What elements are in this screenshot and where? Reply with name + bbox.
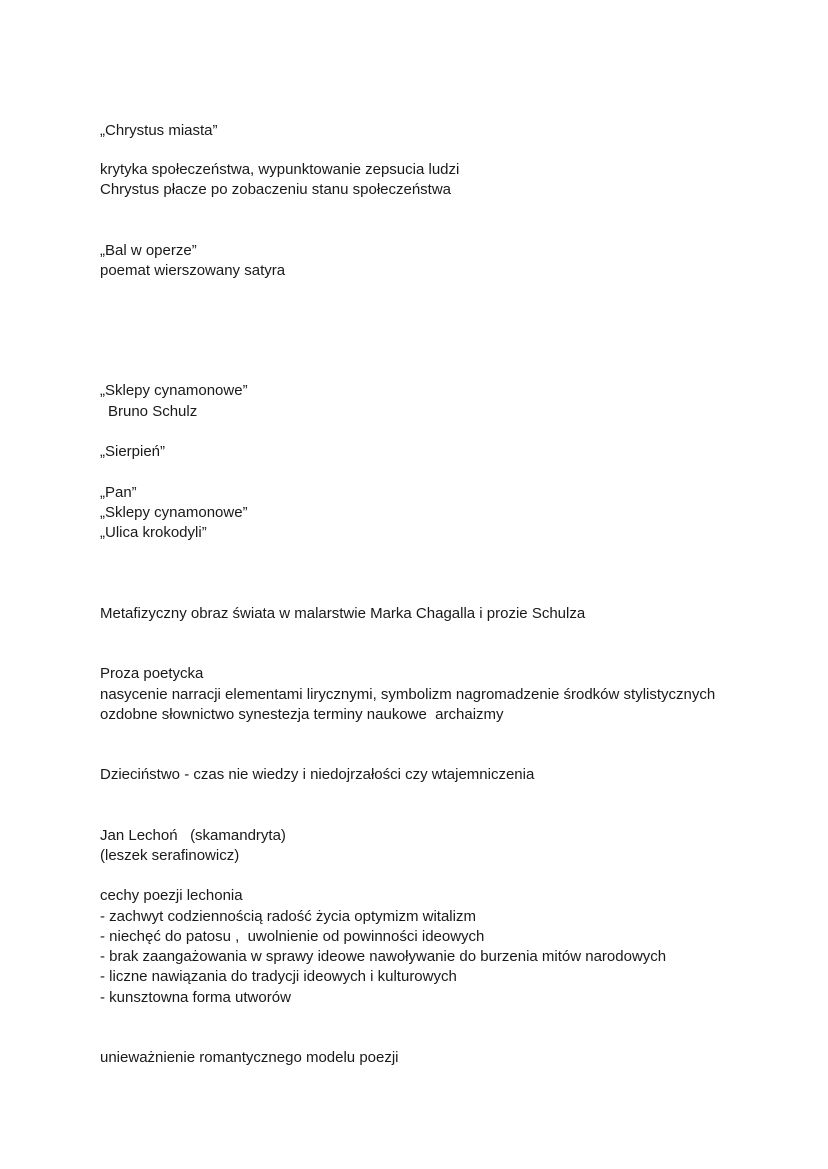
lechon-feature-1: - zachwyt codziennością radość życia optymizm witalizm — [100, 908, 476, 925]
lechon-feature-5: - kunsztowna forma utworów — [100, 989, 291, 1006]
lechon-feature-4: - liczne nawiązania do tradycji ideowych i kulturowych — [100, 968, 457, 985]
dziecinstwo-line: Dzieciństwo - czas nie wiedzy i niedojrzałości czy wtajemniczenia — [100, 766, 535, 783]
proza-line-2: ozdobne słownictwo synestezja terminy naukowe archaizmy — [100, 706, 504, 723]
lechon-feature-3: - brak zaangażowania w sprawy ideowe nawoływanie do burzenia mitów narodowych — [100, 948, 667, 965]
lechon-pseudonym: (leszek serafinowicz) — [100, 847, 240, 864]
story-sklepy-cynamonowe: „Sklepy cynamonowe” — [100, 504, 248, 521]
bal-w-operze-title: „Bal w operze” — [100, 242, 197, 259]
chrystus-line-1: krytyka społeczeństwa, wypunktowanie zepsucia ludzi — [100, 161, 460, 178]
metafizyczny-line: Metafizyczny obraz świata w malarstwie Marka Chagalla i prozie Schulza — [100, 605, 586, 622]
proza-line-1: nasycenie narracji elementami lirycznymi, symbolizm nagromadzenie środków stylistycznych — [100, 686, 716, 703]
sklepy-author: Bruno Schulz — [108, 403, 198, 420]
lechon-feature-2: - niechęć do patosu , uwolnienie od powinności ideowych — [100, 928, 485, 945]
sklepy-cynamonowe-title: „Sklepy cynamonowe” — [100, 382, 248, 399]
chrystus-line-2: Chrystus płacze po zobaczeniu stanu społeczeństwa — [100, 181, 452, 198]
proza-poetycka-title: Proza poetycka — [100, 665, 204, 682]
lechon-features-title: cechy poezji lechonia — [100, 887, 243, 904]
story-pan: „Pan” — [100, 484, 137, 501]
chrystus-miasta-title: „Chrystus miasta” — [100, 122, 218, 139]
uniewaznienie-line: unieważnienie romantycznego modelu poezji — [100, 1049, 399, 1066]
bal-line-1: poemat wierszowany satyra — [100, 262, 286, 279]
story-ulica-krokodyli: „Ulica krokodyli” — [100, 524, 207, 541]
story-sierpien: „Sierpień” — [100, 443, 166, 460]
lechon-name: Jan Lechoń (skamandryta) — [100, 827, 286, 844]
